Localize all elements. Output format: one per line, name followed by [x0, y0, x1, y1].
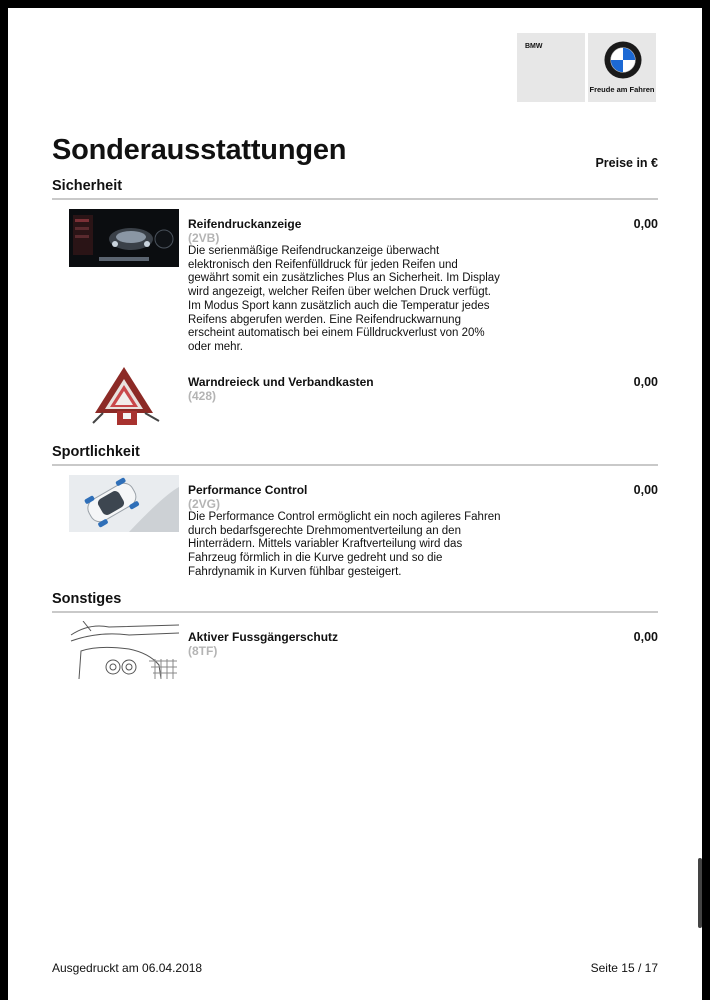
- performance-control-image: [69, 475, 179, 532]
- item-code: (2VB): [188, 231, 220, 245]
- section-heading-sicherheit: Sicherheit: [52, 178, 123, 194]
- item-code: (8TF): [188, 644, 218, 658]
- tire-pressure-display-image: [69, 209, 179, 267]
- brand-name: BMW: [525, 43, 543, 50]
- warning-triangle-image: [69, 363, 179, 427]
- page-title: Sonderausstattungen: [52, 134, 347, 166]
- item-code: (2VG): [188, 497, 221, 511]
- section-divider: [52, 198, 658, 200]
- section-divider: [52, 611, 658, 613]
- item-name: Performance Control: [188, 483, 308, 497]
- item-description: Die Performance Control ermöglicht ein noch agileres Fahren durch bedarfsgerechte Drehmomentverteilung an den Hinterrädern. Mittels variabler Kraftverteilung wird das Fahrzeug förmlich in die Kurve gedreht und so die Fahrdynamik in Kurven fühlbar gesteigert.: [188, 511, 501, 578]
- section-heading-sportlichkeit: Sportlichkeit: [52, 444, 140, 460]
- brand-name-box: [517, 33, 585, 102]
- item-price: 0,00: [633, 483, 658, 497]
- scrollbar[interactable]: [698, 858, 702, 928]
- section-heading-sonstiges: Sonstiges: [52, 591, 122, 607]
- item-code: (428): [188, 389, 217, 403]
- item-description: Die serienmäßige Reifendruckanzeige überwacht elektronisch den Reifenfülldruck für jeden Reifen und gewährt somit ein zusätzliches Plus an Sicherheit. Im Display wird angezeigt, welcher Reifen über welchen Druck verfügt. Im Modus Sport kann zusätzlich auch die Temperatur jedes Reifens abgerufen werden. Eine Reifendruckwarnung erscheint automatisch bei einem Fülldruckverlust von 20% oder mehr.: [188, 245, 500, 353]
- section-divider: [52, 464, 658, 466]
- price-column-label: Preise in €: [595, 156, 658, 170]
- item-price: 0,00: [633, 375, 658, 389]
- document-page: [8, 8, 702, 1000]
- brand-slogan: Freude am Fahren: [589, 85, 655, 94]
- item-name: Reifendruckanzeige: [188, 217, 302, 231]
- item-price: 0,00: [633, 630, 658, 644]
- bmw-logo-icon: [604, 41, 642, 79]
- item-name: Warndreieck und Verbandkasten: [188, 375, 374, 389]
- item-name: Aktiver Fussgängerschutz: [188, 630, 339, 644]
- brand-logo-box: [588, 33, 656, 102]
- pedestrian-protection-image: [69, 621, 179, 679]
- print-date: Ausgedruckt am 06.04.2018: [52, 961, 203, 975]
- page-number: Seite 15 / 17: [590, 961, 658, 975]
- item-price: 0,00: [633, 217, 658, 231]
